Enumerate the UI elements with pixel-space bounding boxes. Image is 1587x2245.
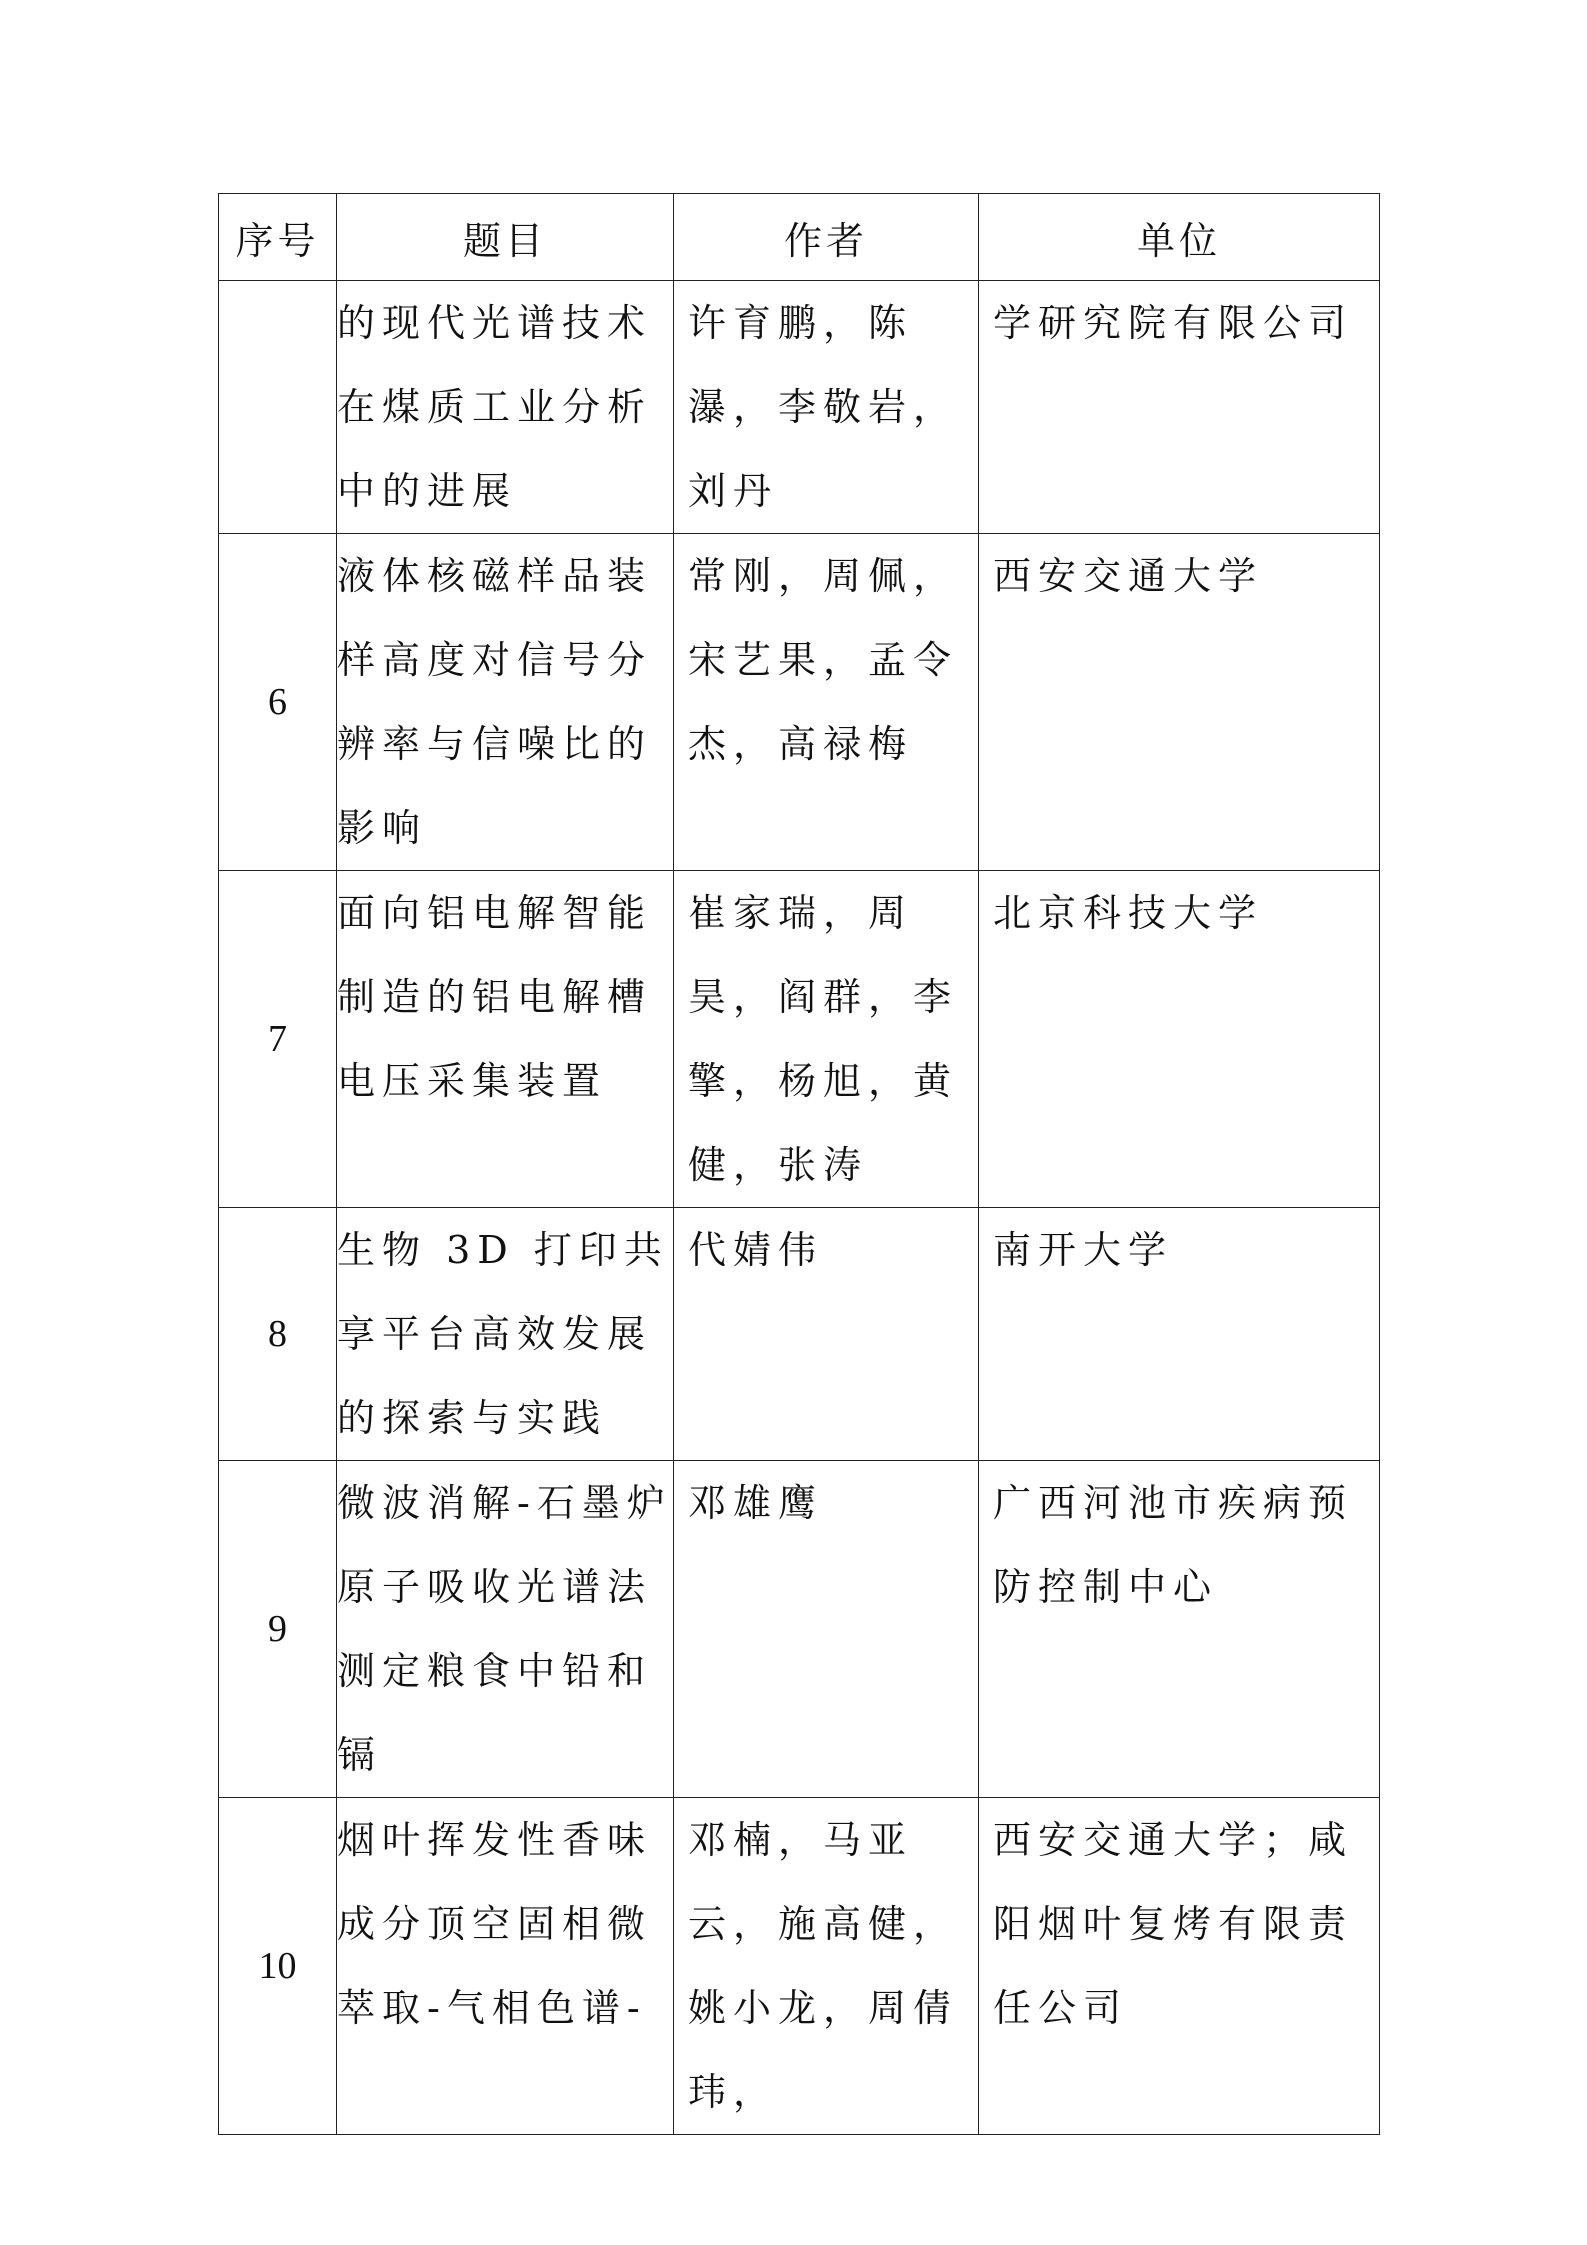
row-index: 8 bbox=[219, 1208, 337, 1461]
row-index: 9 bbox=[219, 1461, 337, 1798]
table-row bbox=[219, 281, 1380, 534]
row-index: 7 bbox=[219, 871, 337, 1208]
table-row bbox=[219, 1208, 1380, 1461]
row-unit: 北京科技大学 bbox=[979, 871, 1380, 1208]
row-index bbox=[219, 281, 337, 534]
table-body bbox=[219, 281, 1380, 2135]
row-title: 面向铝电解智能制造的铝电解槽电压采集装置 bbox=[337, 871, 674, 1208]
paper-list-table bbox=[218, 193, 1380, 2135]
row-title: 微波消解-石墨炉原子吸收光谱法测定粮食中铅和镉 bbox=[337, 1461, 674, 1798]
table-header bbox=[219, 194, 1380, 281]
header-author: 作者 bbox=[674, 194, 979, 281]
header-title: 题目 bbox=[337, 194, 674, 281]
row-unit: 广西河池市疾病预防控制中心 bbox=[979, 1461, 1380, 1798]
table-row bbox=[219, 871, 1380, 1208]
row-author: 代婧伟 bbox=[674, 1208, 979, 1461]
table-row bbox=[219, 534, 1380, 871]
row-title: 的现代光谱技术在煤质工业分析中的进展 bbox=[337, 281, 674, 534]
table-row bbox=[219, 1798, 1380, 2135]
row-author: 常刚，周佩，宋艺果，孟令杰，高禄梅 bbox=[674, 534, 979, 871]
row-unit: 学研究院有限公司 bbox=[979, 281, 1380, 534]
row-index: 10 bbox=[219, 1798, 337, 2135]
table-row bbox=[219, 1461, 1380, 1798]
header-row bbox=[219, 194, 1380, 281]
row-unit: 西安交通大学 bbox=[979, 534, 1380, 871]
row-title: 液体核磁样品装样高度对信号分辨率与信噪比的影响 bbox=[337, 534, 674, 871]
row-index: 6 bbox=[219, 534, 337, 871]
header-unit: 单位 bbox=[979, 194, 1380, 281]
row-unit: 西安交通大学；咸阳烟叶复烤有限责任公司 bbox=[979, 1798, 1380, 2135]
row-title: 生物 3D 打印共享平台高效发展的探索与实践 bbox=[337, 1208, 674, 1461]
row-author: 邓雄鹰 bbox=[674, 1461, 979, 1798]
header-index: 序号 bbox=[219, 194, 337, 281]
row-author: 许育鹏，陈瀑，李敬岩，刘丹 bbox=[674, 281, 979, 534]
row-author: 崔家瑞，周昊，阎群，李擎，杨旭，黄健，张涛 bbox=[674, 871, 979, 1208]
row-title: 烟叶挥发性香味成分顶空固相微萃取-气相色谱- bbox=[337, 1798, 674, 2135]
row-unit: 南开大学 bbox=[979, 1208, 1380, 1461]
row-author: 邓楠，马亚云，施高健，姚小龙，周倩玮， bbox=[674, 1798, 979, 2135]
